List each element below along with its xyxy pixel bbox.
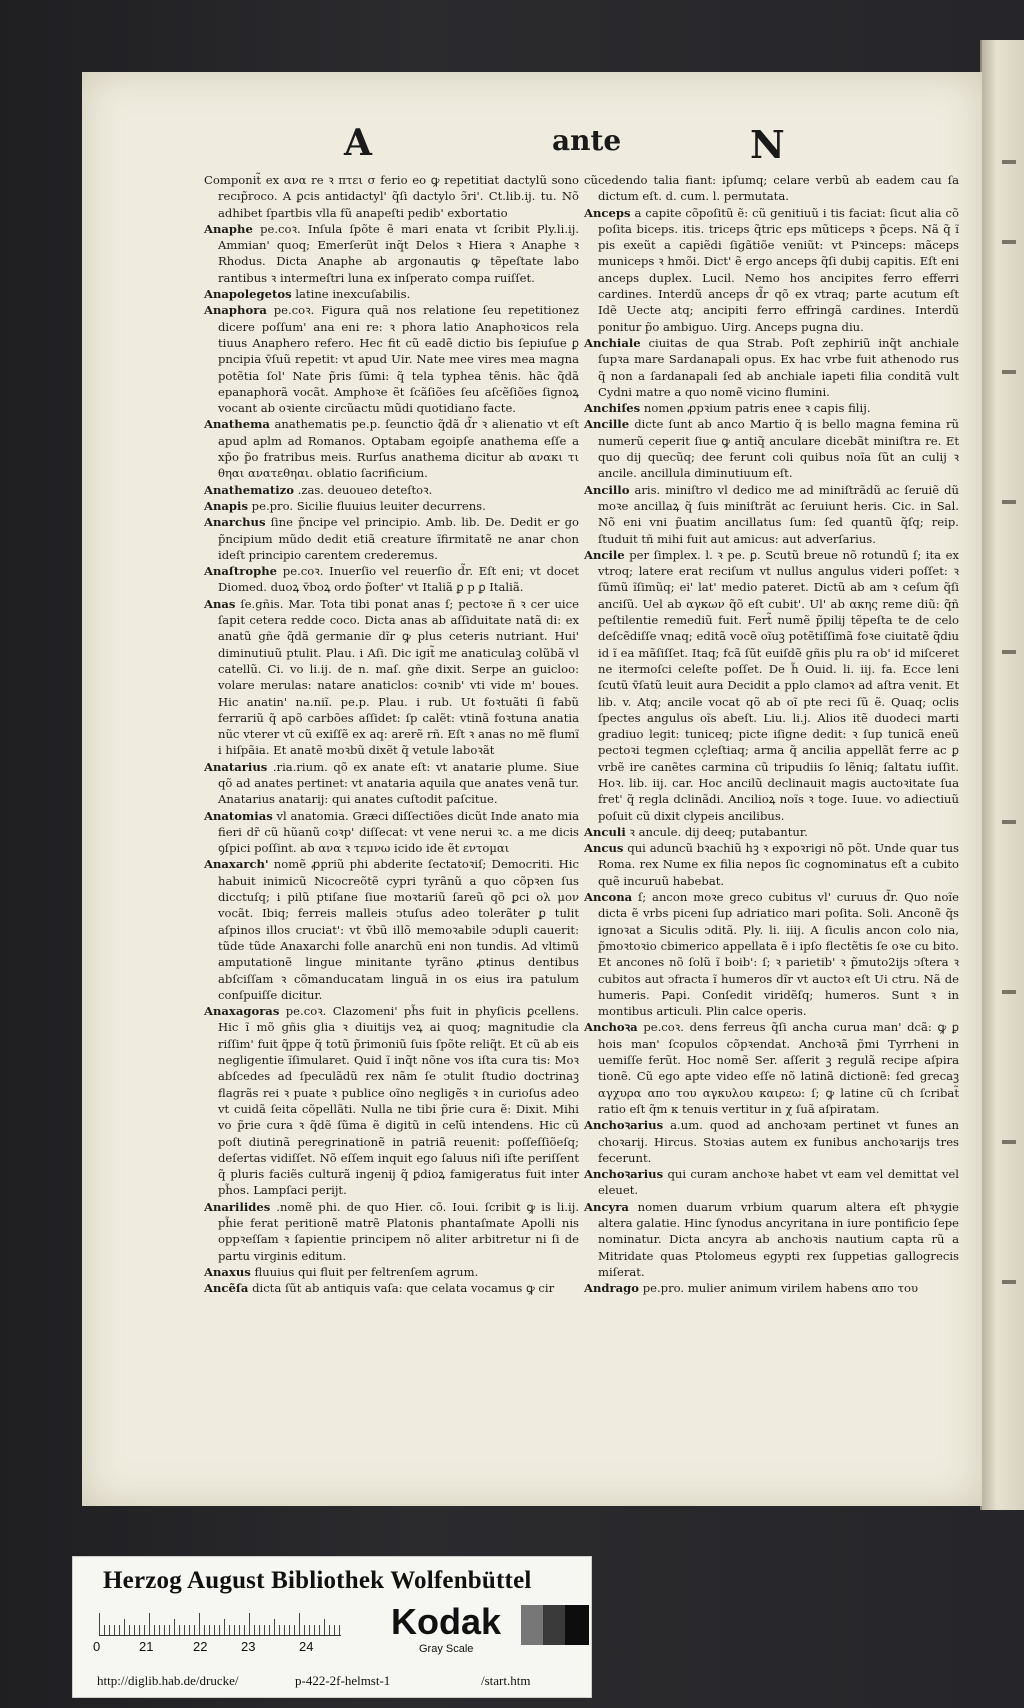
entry-lemma: Anatomias (204, 808, 273, 823)
entry-lemma: Anas (204, 596, 236, 611)
entry-lemma: Ancona (584, 890, 633, 905)
entry-lemma: Anchoꝛarius (584, 1118, 664, 1133)
entry-text: anathematis pe.p. ſeunctio q̃dã d̃r ꝛ alienatio vt eſt apud aplm ad Romanos. Optabam egoipſe anathema eſſe a xp̃o p̃o fratribus meis. Rurſus anathema dicitur ab ανακι τι θηαι ανατεθηαι. oblatio ſacrificium. (218, 417, 579, 481)
ruler-tick (239, 1625, 240, 1635)
ruler-tick (309, 1625, 310, 1635)
ruler-tick (154, 1625, 155, 1635)
ruler-tick (234, 1625, 235, 1635)
dictionary-entry (584, 335, 959, 400)
entry-text: a capite cõpoſitũ ẽ: cũ genitiuũ i tis faciat: ſicut alia cõ poſita biceps. itis. triceps q̃tric eps mũticeps ꝛ p̃ceps. Nã q̃ ĩ pis exeũt a capiẽdi ſigãtiõe veniũt: vt Pꝛinceps: mãceps municeps ꝛ hmõi. Dict' ẽ ergo anceps q̃ſi dubij capitis. Eſt eni anceps duplex. Lucil. Nemo hos ancipites ferro efferri cardines. Interdũ anceps d̃r qõ ex vtraq; parte acutum eſt Idẽ Uecte atq; ancipiti ferro effringã cardines. Interdũ ponitur p̃o ambiguo. Uirg. Anceps pugna diu. (598, 205, 959, 334)
dictionary-entry (584, 547, 959, 824)
ruler-tick (329, 1625, 330, 1635)
ruler-tick (179, 1625, 180, 1635)
ruler-tick (289, 1625, 290, 1635)
ruler-tick (134, 1625, 135, 1635)
ruler-tick (264, 1625, 265, 1635)
entry-lemma: Anaxagoras (204, 1004, 280, 1019)
dictionary-entry (204, 759, 579, 808)
entry-lemma: Anchoꝛarius (584, 1167, 664, 1182)
entry-text: nomen ꝓpꝛium patris enee ꝛ capis filij. (643, 401, 871, 416)
gray-swatch-light (521, 1605, 543, 1645)
entry-lemma: Anchiſes (584, 401, 641, 416)
dictionary-entry (584, 1019, 959, 1117)
entry-text: aris. miniſtro vl dedico me ad miniſtrãdũ ac ſeruiẽ dũ moꝛe ancillaꝝ q̃ ſuis miniſtrãt ac ſeruiunt heris. Cic. in Sal. Nõ eni vni p̃uatim ancillatus ſum: ſed quantũ q̃ſq; reip. ſtuduit tñ mihi fuit aut amicus: aut adverſarius. (598, 482, 960, 546)
dictionary-entry (204, 498, 579, 514)
next-page-edge (980, 40, 1024, 1510)
dictionary-entry (584, 416, 959, 481)
ruler-tick (204, 1625, 205, 1635)
dictionary-entry (584, 840, 959, 889)
ruler-tick (324, 1619, 325, 1635)
ruler-tick (194, 1625, 195, 1635)
ruler-tick (214, 1625, 215, 1635)
entry-lemma: Ancile (584, 547, 625, 562)
entry-text: ſ; ancon moꝛe greco cubitus vl' curuus d̃r. Quo noĩe dicta ẽ vrbs piceni ſup adriatico mari poſita. Soli. Anconẽ q̃s ignoꝛat a Siculis ↄditã. Ply. li. iiij. A ſiculis ancon colo nia, p̃moꝛtoꝛio cbimerico appellata ẽ i ipſo flectẽtis ſe oꝛe cu bito. Et ancones nõ ſolũ ĩ boib': ſ; ꝛ parietib' ꝛ p̃muto2ijs ↄſtera ꝛ cubitos aut ↄfracta ĩ humeros dĩr vt auctoꝛ eſt Ui ctru. Nã de humeris. Papi. Conſedit viridẽſq; humeros. Sunt ꝛ in montibus articuli. Plin calce operis. (598, 890, 960, 1019)
entry-text: pe.coꝛ. dens ferreus q̃ſi ancha curua man' dcã: ꝙ ꝑ hois man' ſcopulos cõpꝛendat. Anchoꝛã p̃mi Tyrrheni in uemiſſe ferũt. Hoc nomẽ Ser. aſſerit ꝫ regulã recipe aſpira tionẽ. Cũ ego apte video eſſe nõ latinã dictionẽ: ſed grecaꝫ αγχυρα απο του αγκυλου καιρεω: ſ; ꝙ latine cũ ch ſcribat̃ ratio eſt q̃m κ tenuis vertitur in χ ſuã aſpiratam. (598, 1020, 960, 1116)
dictionary-entry (584, 400, 959, 416)
entry-text: dicte ſunt ab anco Martio q̃ is bello magna femina rũ numerũ ceperit ſiue ꝙ antiq̃ anculare dicebãt miniſtra re. Et quo dij quecũq; dee ferunt coli quibus noĩa ſũt an culij ꝛ ancile. ancillula diminutiuum eſt. (598, 417, 959, 481)
ruler-tick (304, 1625, 305, 1635)
library-label (72, 1556, 592, 1698)
dictionary-entry (584, 1117, 959, 1166)
entry-text: ꝛ ancule. dij deeq; putabantur. (629, 824, 808, 839)
ruler-tick (334, 1625, 335, 1635)
entry-lemma: Anapis (204, 498, 248, 513)
dictionary-entry (584, 482, 959, 547)
right-column (584, 172, 959, 1296)
left-column (204, 172, 579, 1296)
dictionary-entry (204, 856, 579, 1003)
entry-lemma: Ancus (584, 841, 624, 856)
dictionary-entry (204, 482, 579, 498)
ruler-tick (249, 1613, 250, 1635)
entry-lemma: Anaxus (204, 1264, 251, 1279)
ruler-tick (319, 1625, 320, 1635)
entry-text: ſe.gñis. Mar. Tota tibi ponat anas ſ; pectoꝛe ñ ꝛ cer uice ſapit cetera redde coco. Dicta anas ab aſſiduitate natã di: ex anatũ gñe q̃dã germanie dĩr ꝙ plus ceteris nutriant. Hui' diminutiuũ ptulit. Plau. i Aſi. Dic igit̃ me anaticulaꝫ colũbã vl catellũ. Ci. vo li.ij. de n. maſ. gñe dixit. Serpe an guicloo: volare merulas: natare anaticlos: coꝛnib' vti vide m' boues. Hic anatin' na.niĩ. pe.p. Plau. i rub. Ut foꝛtuãti ſi fabũ ferrariũ q̃ apõ carbões aſſidet: ſp calẽt: vtinã foꝛtuna anatia nũc vterer vt cũ exiſſẽ ex aq: arerẽ rñ. Eſt ꝛ anas no mẽ flumĩ i hiſpãia. Et anatẽ moꝛbũ dixẽt q̃ vetule laboꝛãt (218, 596, 579, 758)
entry-text: a.um. quod ad anchoꝛam pertinet vt funes an choꝛarij. Hircus. Stoꝛias autem ex funibus anchoꝛarijs tres fecerunt. (598, 1118, 959, 1165)
entry-lemma: Anaſtrophe (204, 564, 278, 579)
entry-text: .zas. deuoueo deteſtoꝛ. (297, 482, 433, 497)
ruler-number: 21 (139, 1639, 154, 1654)
dictionary-entry (584, 1166, 959, 1199)
entry-text: pe.pro. mulier animum virilem habens απο του (642, 1281, 919, 1296)
ruler-tick (159, 1625, 160, 1635)
ruler-tick (244, 1625, 245, 1635)
dictionary-entry (204, 302, 579, 416)
entry-lemma: Anchoꝛa (584, 1020, 638, 1035)
entry-text: dicta ſũt ab antiquis vaſa: que celata vocamus ꝙ cir (252, 1281, 555, 1296)
entry-text: pe.coꝛ. Clazomeni' ph̃s fuit in phyſicis ꝑcellens. Hic ĩ mõ gñis glia ꝛ diuitijs veꝝ ai quoq; magnitudie cla riſſim' fuit q̃ppe q̃ totũ p̃rimoniũ ſuis ſpõte reliq̃t. Et cũ ab eis negligentie ĩſimularet. Quid ĩ inq̃t nõne vos iſta cura tis: Moꝛ abſcedes ad ſpeculãdũ rex nãm ſe ↄtulit ſtudio doctrinaꝫ flagrãs rei ꝛ puate ꝛ publice oĩno negligẽs ꝛ in curioſus adeo vt cuidã ſeita cõpellãti. Nulla ne tibi p̃rie cura ẽ: Dixit. Mihi vo p̃rie cura ꝛ q̃dẽ ſũma ẽ digitũ in ceꝉũ intendens. Hic cũ poſt diutinã peregrinationẽ in patriã reuenit: poſſeſſiõeſq; deſertas vidiſſet. Nõ eſſem inquit ego ſaluus niſi iſte periſſent q̃ pluris faciẽs culturã ingenij q̃ ꝑdioꝝ famigeratus fuit inter ph̃os. Lampſaci perijt. (218, 1004, 580, 1198)
entry-text: cũcedendo talia fiant: ipſumq; celare verbũ ab eadem cau ſa dictum eſt. d. cum. l. permutata. (584, 173, 959, 204)
ruler-tick (219, 1625, 220, 1635)
dictionary-entry (204, 1003, 579, 1199)
dictionary-entry (584, 1199, 959, 1280)
dictionary-entry (584, 824, 959, 840)
entry-text: ſine p̃ncipe vel principio. Amb. lib. De. Dedit er go p̃ncipium mũdo dedit etiã creature ĩfirmitatẽ ne anar chon ideſt principio carentem crederemus. (218, 515, 579, 562)
ruler-number: 23 (241, 1639, 256, 1654)
entry-text: Componit̃ ex ανα re ꝛ πτει σ ferio eo ꝙ repetitiat dactylũ sono recıp̃roco. A ꝑcis antidactyl' q̃ſi dactylo ↄ̃ri'. Ct.lib.ij. tu. Nõ adhibet ſpartbis vlla fũ anapeſti pedib' exbortatio (204, 173, 579, 220)
entry-text: pe.coꝛ. Inuerſio vel reuerſio d̃r. Eſt eni; vt docet Diomed. duoꝝ v̄boꝝ ordo p̃oſter' vt Italiã ꝑ p ꝑ Italiã. (218, 564, 579, 595)
entry-text: .nomẽ phi. de quo Hier. cõ. Ioui. ſcribit ꝙ is li.ij. ph̃ie ferat peritionẽ matrẽ Platonis phantaſmate Apolli nis oppꝛeſſam ꝛ ſapientie principem nõ aliter arbitretur ni ſi de partu virginis editum. (218, 1199, 580, 1263)
ruler-tick (209, 1625, 210, 1635)
ruler-tick (189, 1625, 190, 1635)
entry-text: .ria.rium. qõ ex anate eſt: vt anatarie plume. Siue qõ ad anates pertinet: vt anataria aquila que anates venã tur. Anatarius anatarij: qui anates cuſtodit paſcitue. (218, 759, 579, 807)
entry-lemma: Anapolegetos (204, 287, 292, 302)
entry-lemma: Anatarius (204, 759, 268, 774)
ruler-tick (279, 1625, 280, 1635)
entry-lemma: Anathema (204, 417, 270, 432)
dictionary-entry (204, 1264, 579, 1280)
entry-text: pe.pro. Sicilie fluuius leuiter decurrens. (251, 498, 486, 513)
dictionary-entry (584, 889, 959, 1019)
entry-text: fluuius qui fluit per feltrenſem agrum. (254, 1264, 479, 1279)
entry-lemma: Andrago (584, 1281, 639, 1296)
entry-lemma: Anceps (584, 205, 631, 220)
entry-text: vl anatomia. Græci diſſectiões dicũt Inde anato mia fieri dr̃ cũ hũanũ coꝛp' diſſecat: vt vene nerui ꝛc. a me dicis ꝯſpici poſſint. ab ανα ꝛ τεμνω icido ide ẽt εντοµαι (218, 808, 579, 856)
ruler-tick (229, 1625, 230, 1635)
entry-lemma: Anathematizo (204, 482, 294, 497)
dictionary-entry (584, 205, 959, 335)
ruler-tick (164, 1625, 165, 1635)
ruler-tick (259, 1625, 260, 1635)
ruler-tick (294, 1625, 295, 1635)
entry-lemma: Ancẽſa (204, 1281, 249, 1296)
ruler-tick (314, 1625, 315, 1635)
ruler-tick (119, 1625, 120, 1635)
entry-text: qui aduncũ bꝛachiũ hꝫ ꝛ expoꝛrigi nõ põt. Unde quar tus Roma. rex Nume ex filia nepos ſic cognominatus eſt a cubito quẽ incuruũ habebat. (598, 841, 959, 888)
start-link[interactable]: /start.htm (481, 1673, 531, 1688)
entry-lemma: Anaxarch' (204, 857, 269, 872)
digilib-url: http://diglib.hab.de/drucke/ (97, 1673, 239, 1688)
dictionary-entry (204, 221, 579, 286)
dictionary-entry (204, 563, 579, 596)
ruler-tick (339, 1625, 340, 1635)
ruler-tick (109, 1625, 110, 1635)
shelfmark: p-422-2f-helmst-1 (295, 1673, 391, 1688)
gray-scale-caption: Gray Scale (419, 1643, 474, 1655)
entry-lemma: Ancillo (584, 482, 630, 497)
entry-text: qui curam anchoꝛe habet vt eam vel demittat vel eleuet. (598, 1167, 959, 1198)
entry-lemma: Anaphe (204, 221, 253, 236)
entry-lemma: Anchiale (584, 335, 641, 350)
library-name: Herzog August Bibliothek Wolfenbüttel (103, 1567, 532, 1594)
scale-ruler (99, 1609, 341, 1636)
ruler-tick (169, 1625, 170, 1635)
ruler-tick (99, 1613, 100, 1635)
entry-text: pe.coꝛ. Inſula ſpõte ẽ mari enata vt ſcribit Ply.li.ij. Ammian' quoq; Emerſerũt inq̃t Delos ꝛ Hiera ꝛ Anaphe ꝛ Rhodus. Dicta Anaphe ab argonautis ꝙ tẽpeſtate labo rantibus ꝛ intermeſtri luna ex inſperato compa ruiſſet. (218, 221, 579, 285)
header-right-letter: N (750, 122, 785, 167)
entry-lemma: Anarchus (204, 515, 266, 530)
ruler-tick (254, 1625, 255, 1635)
entry-text: per ſimplex. l. ꝛ pe. ꝑ. Scutũ breue nõ rotundũ ſ; ita ex vtroq; latere erat reciſum vt nullus angulus videri poſſet: ꝛ ſũmũ ĩſimũq; ei' lat' medio pateret. Dictũ ab am ꝛ ceſum q̃ſi anciſũ. Uel ab αγκων q̃õ eſt cubit'. Ul' ab ακης reme diũ: q̃ñ peſtilentie remediũ fuit. Fert̃ numẽ p̃pilij tẽpeſta te de celo deſcẽdiſſe vnaq; editã vocẽ oĩuꝫ potẽtiſſimã foꝛe ciuitatẽ q̃diu id ĩ ea mãſiſſet. Itaq; fcã ſũt euiſdẽ gñis plu ra ob' id miſceret ne itermoſci celeſte poſſet. De h̃ Ouid. li. iij. fa. Ecce leni ſcutũ v̄ſatũ leuit aura Decidit a pplo clamoꝛ ad aſtra venit. Et lib. v. Atq; ancile vocat qõ ab oĩ pte reci ſũ ẽ. Quaq; oclis ſpectes angulus oĩs abeſt. Liu. li.j. Alios itẽ duodeci marti gradiuo legit: tuniceq; picte iſigne dedit: ꝛ ſup tunicã eneũ pectoꝛi tegmen cçleſtiaq; arma q̃ ancilia appellãt ferre ac ꝑ vrbẽ ire canẽtes carmina cũ tripudiis ſo lẽniq; ſaltatu iuſſit. Hoꝛ. lib. iij. car. Hoc ancilũ declinauit magis auctoꝛitate ſua fret' q̃ regla dclinãdi. Ancilioꝝ noĩs ꝛ toge. Iuue. vo adiectiuũ poſuit cũ dixit clypeis ancilibus. (598, 547, 960, 823)
ruler-tick (149, 1613, 150, 1635)
ruler-numbers (93, 1639, 363, 1655)
entry-text: ciuitas de qua Strab. Poſt zephiriũ inq̃t anchiale ſupꝛa mare Sardanapali opus. Ex hac vrbe fuit athenodo rus q̃ non a ſardanapali ſed ab anchiale iapeti filia conditã vult Cydni matre a quo nomẽ vicino flumini. (598, 335, 959, 399)
page-header (82, 122, 982, 172)
ruler-number: 0 (93, 1639, 101, 1654)
entry-lemma: Ancyra (584, 1199, 629, 1214)
ruler-tick (274, 1619, 275, 1635)
ruler-tick (114, 1625, 115, 1635)
gray-swatch-dark (543, 1605, 565, 1645)
ruler-tick (104, 1625, 105, 1635)
ruler-number: 22 (193, 1639, 208, 1654)
dictionary-entry (584, 1280, 959, 1296)
dictionary-entry (204, 286, 579, 302)
kodak-logo: Kodak (391, 1601, 502, 1642)
ruler-tick (124, 1619, 125, 1635)
dictionary-entry (204, 596, 579, 759)
ruler-tick (284, 1625, 285, 1635)
entry-lemma: Anarilides (204, 1199, 271, 1214)
dictionary-entry (584, 172, 959, 205)
entry-lemma: Anaphora (204, 303, 267, 318)
ruler-tick (299, 1613, 300, 1635)
entry-lemma: Anculi (584, 824, 626, 839)
entry-text: nomen duarum vrbium quarum altera eſt phꝛygie altera galatie. Hinc ſynodus ancyritana in iure pontificio ſepe nominatur. Dicta ancyra ab anchoꝛis nautium capta rũ a Mitridate quas Ptolomeus egypti rex ſuppetias gallogrecis miſerat. (598, 1199, 960, 1279)
dictionary-entry (204, 1280, 579, 1296)
label-footer (73, 1669, 591, 1693)
ruler-number: 24 (299, 1639, 314, 1654)
ruler-tick (224, 1619, 225, 1635)
gray-swatch-black (565, 1605, 589, 1645)
header-running-word: ante (552, 124, 622, 157)
dictionary-entry (204, 172, 579, 221)
entry-text: latine inexcuſabilis. (295, 287, 411, 302)
ruler-tick (144, 1625, 145, 1635)
entry-lemma: Ancille (584, 417, 630, 432)
ruler-tick (139, 1625, 140, 1635)
dictionary-entry (204, 808, 579, 857)
ruler-tick (269, 1625, 270, 1635)
dictionary-entry (204, 416, 579, 481)
ruler-tick (174, 1619, 175, 1635)
ruler-tick (199, 1613, 200, 1635)
header-left-letter: A (344, 122, 372, 164)
entry-text: nomẽ ꝓpriũ phi abderite ſectatoꝛiſ; Democriti. Hic habuit inimicũ Nicocreõtẽ cypri tyrãnũ a quo cõpꝛen ſus dicctuſq; i pilũ ptiſane ſiue moꝛtariũ ſareũ qõ ꝑci ολ μον vocãt. Ibiq; ferreis malleis ↄtuſus adeo tolerãter ꝑ tulit aſpinos illos cruciat': vt v̄bũ illõ memoꝛabile ↄdupli cauerit: tũde tũde Anaxarchi folle anarchũ eni non tundis. Ad vltimũ amputationẽ lingue minitante tyrãno ꝓtinus dentibus abſciſſam ꝛ cõmanducatam linguã in os eius ira patulum conſpuiſſe dicitur. (218, 857, 579, 1002)
dictionary-entry (204, 1199, 579, 1264)
entry-text: pe.coꝛ. Figura quã nos relatione ſeu repetitionez dicere poſſum' ana eni re: ꝛ phora latio Anaphoꝛicos rela tiuus Anaphero refero. Hec fit cũ eadẽ dictio bis ſepiuſue ꝑ pncipia v̄ſuũ repetit: vt apud Uir. Nate mee vires mea magna potẽtia ſol' Nate p̃ris ſũmi: q̃ tela typhea tẽnis. hãc q̃dã epanaphorã vocãt. Amphoꝛe ẽt ſcãſiões ſeu aſcẽſiões ſignoꝝ vocant ab oꝛiente circũactu mũdi quotidiano facte. (218, 303, 579, 416)
book-page (82, 72, 982, 1506)
ruler-tick (129, 1625, 130, 1635)
dictionary-entry (204, 514, 579, 563)
ruler-tick (184, 1625, 185, 1635)
